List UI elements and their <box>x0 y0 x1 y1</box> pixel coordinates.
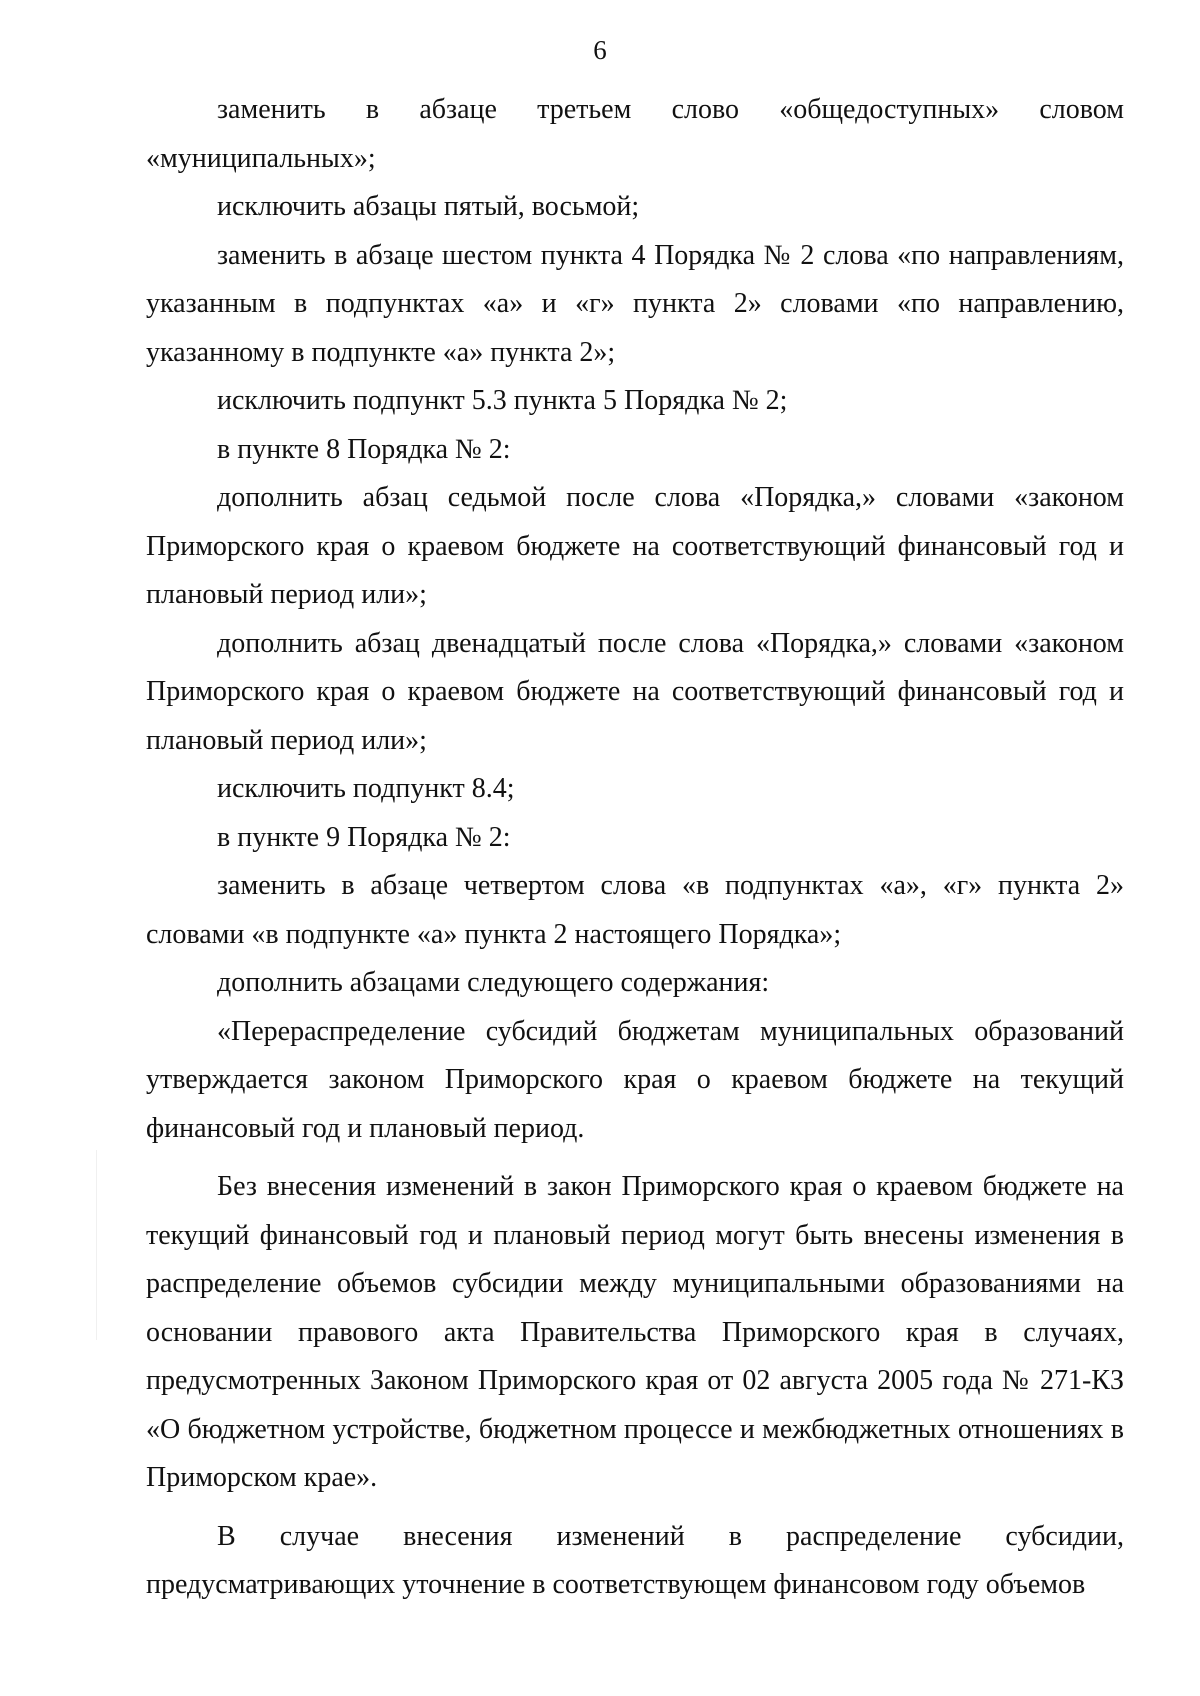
document-body <box>146 86 1124 1610</box>
paragraph-12: «Перераспределение субсидий бюджетам муниципальных образований утверждается законом Приморского края о краевом бюджете на текущий финансовый год и плановый период. <box>146 1015 1124 1144</box>
page-number: 6 <box>593 35 607 65</box>
paragraph-4: исключить подпункт 5.3 пункта 5 Порядка № 2; <box>217 385 788 416</box>
paragraph-7: дополнить абзац двенадцатый после слова «Порядка,» словами «законом Приморского края о краевом бюджете на соответствующий финансовый год и плановый период или»; <box>146 627 1124 756</box>
paragraph-11: дополнить абзацами следующего содержания: <box>217 967 770 998</box>
paragraph-5: в пункте 8 Порядка № 2: <box>217 433 511 465</box>
margin-mark <box>96 1150 97 1340</box>
paragraph-2: исключить абзацы пятый, восьмой; <box>217 191 640 222</box>
paragraph-13: Без внесения изменений в закон Приморского края о краевом бюджете на текущий финансовый год и плановый период могут быть внесены изменения в распределение объемов субсидии между муниципальными образованиями на основании правового акта Правительства Приморского края в случаях, предусмотренных Законом Приморского края от 02 августа 2005 года № 271-КЗ «О бюджетном устройстве, бюджетном процессе и межбюджетных отношениях в Приморском крае». <box>146 1171 1124 1493</box>
paragraph-1: заменить в абзаце третьем слово «общедоступных» словом «муниципальных»; <box>146 94 1124 174</box>
paragraph-10: заменить в абзаце четвертом слова «в подпунктах «а», «г» пункта 2» словами «в подпункте «а» пункта 2 настоящего Порядка»; <box>146 870 1124 950</box>
paragraph-3: заменить в абзаце шестом пункта 4 Порядка № 2 слова «по направлениям, указанным в подпунктах «а» и «г» пункта 2» словами «по направлению, указанному в подпункте «а» пункта 2»; <box>146 239 1124 368</box>
paragraph-14: В случае внесения изменений в распределение субсидии, предусматривающих уточнение в соответствующем финансовом году объемов <box>146 1520 1124 1600</box>
paragraph-6: дополнить абзац седьмой после слова «Порядка,» словами «законом Приморского края о краевом бюджете на соответствующий финансовый год и плановый период или»; <box>146 482 1124 610</box>
paragraph-9: в пункте 9 Порядка № 2: <box>217 821 511 853</box>
paragraph-8: исключить подпункт 8.4; <box>217 773 515 804</box>
